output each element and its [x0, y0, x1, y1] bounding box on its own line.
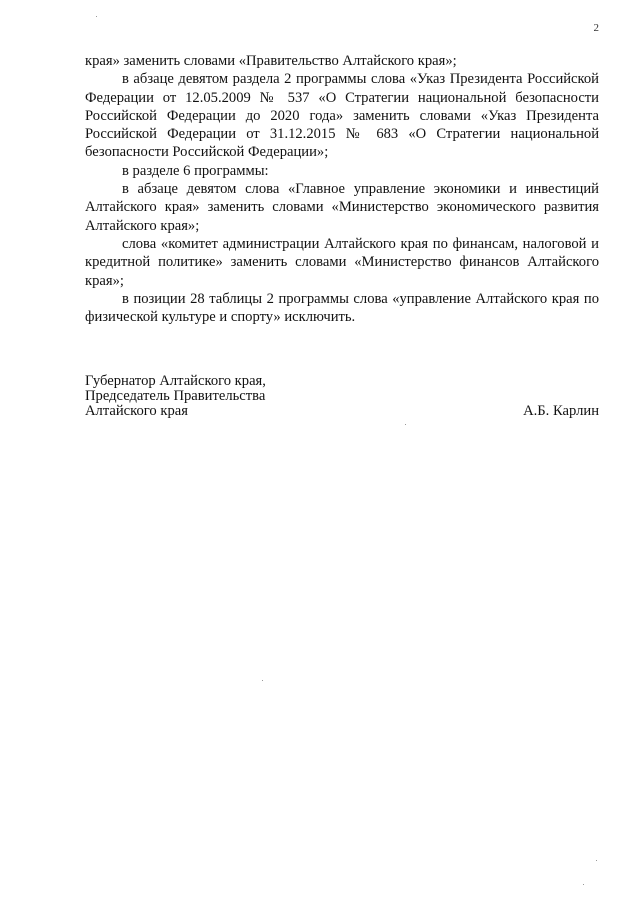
scan-speck	[262, 680, 263, 681]
paragraph-section-6-heading: в разделе 6 программы:	[122, 162, 269, 179]
signature-block	[85, 374, 599, 419]
page-number: 2	[593, 22, 599, 34]
signature-title-line-2: Председатель Правительства	[85, 388, 266, 404]
paragraph-section-6-item-1: в абзаце девятом слова «Главное управление экономики и инвестиций Алтайского края» заменить словами «Министерство экономического развития Алтайского края»;	[85, 181, 599, 234]
scan-speck	[583, 884, 584, 885]
paragraph-continuation: края» заменить словами «Правительство Алтайского края»;	[85, 53, 457, 69]
paragraph-section-6-item-2: слова «комитет администрации Алтайского края по финансам, налоговой и кредитной политике» заменить словами «Министерство финансов Алтайского края»;	[85, 235, 599, 289]
paragraph-section-2-change: в абзаце девятом раздела 2 программы слова «Указ Президента Российской Федерации от 12.05.2009 № 537 «О Стратегии национальной безопасности Российской Федерации до 2020 года» заменить словами «Указ Президента Российской Федерации от 31.12.2015 № 683 «О Стратегии национальной безопасности Российской Федерации»;	[85, 71, 599, 161]
scan-speck	[405, 424, 406, 425]
scan-speck	[596, 860, 597, 861]
scan-speck	[96, 16, 97, 17]
document-body	[85, 52, 599, 326]
signature-title-line-3: Алтайского края	[85, 403, 188, 419]
paragraph-table-2-item: в позиции 28 таблицы 2 программы слова «управление Алтайского края по физической культуре и спорту» исключить.	[85, 290, 599, 326]
signatory-name: А.Б. Карлин	[523, 403, 599, 419]
signature-title-line-1: Губернатор Алтайского края,	[85, 373, 266, 389]
